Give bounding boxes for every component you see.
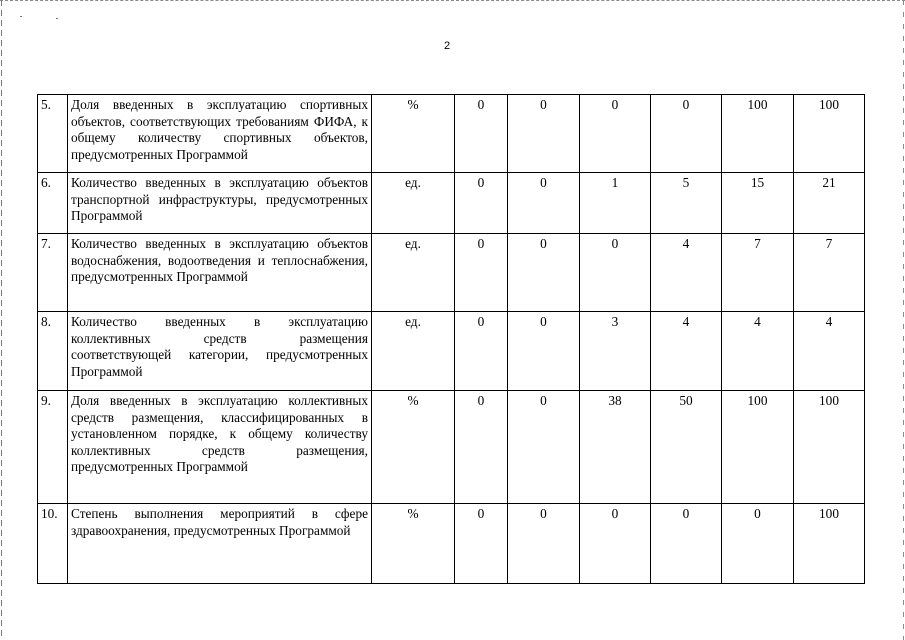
value-cell: 0	[651, 504, 722, 584]
table-row	[38, 234, 865, 312]
indicator-name: Количество введенных в эксплуатацию объектов водоснабжения, водоотведения и теплоснабжения, предусмотренных Программой	[68, 234, 372, 312]
table-row	[38, 95, 865, 173]
table-row	[38, 391, 865, 504]
indicator-name: Количество введенных в эксплуатацию коллективных средств размещения соответствующей категории, предусмотренных Программой	[68, 312, 372, 391]
value-cell: 0	[455, 95, 508, 173]
value-cell: 50	[651, 391, 722, 504]
scan-speck	[20, 16, 22, 17]
value-cell: 4	[722, 312, 794, 391]
value-cell: 0	[508, 312, 580, 391]
row-number: 10.	[38, 504, 68, 584]
value-cell: 0	[455, 504, 508, 584]
indicators-table	[37, 94, 865, 584]
row-number: 6.	[38, 173, 68, 234]
row-number: 9.	[38, 391, 68, 504]
value-cell: 0	[580, 504, 651, 584]
scan-edge-left	[1, 0, 2, 640]
value-cell: 4	[794, 312, 865, 391]
unit-cell: %	[372, 504, 455, 584]
indicator-name: Доля введенных в эксплуатацию коллективных средств размещения, классифицированных в установленном порядке, к общему количеству коллективных средств размещения, предусмотренных Программой	[68, 391, 372, 504]
value-cell: 0	[455, 234, 508, 312]
unit-cell: ед.	[372, 234, 455, 312]
page-number: 2	[444, 40, 451, 52]
row-number: 5.	[38, 95, 68, 173]
scan-speck	[56, 18, 58, 19]
value-cell: 0	[508, 391, 580, 504]
value-cell: 4	[651, 234, 722, 312]
unit-cell: %	[372, 391, 455, 504]
value-cell: 100	[722, 95, 794, 173]
value-cell: 21	[794, 173, 865, 234]
value-cell: 5	[651, 173, 722, 234]
value-cell: 0	[722, 504, 794, 584]
value-cell: 0	[580, 95, 651, 173]
table-row	[38, 504, 865, 584]
value-cell: 100	[794, 504, 865, 584]
indicator-name: Степень выполнения мероприятий в сфере здравоохранения, предусмотренных Программой	[68, 504, 372, 584]
row-number: 8.	[38, 312, 68, 391]
value-cell: 0	[455, 173, 508, 234]
value-cell: 4	[651, 312, 722, 391]
unit-cell: ед.	[372, 173, 455, 234]
indicator-name: Доля введенных в эксплуатацию спортивных объектов, соответствующих требованиям ФИФА, к общему количеству спортивных объектов, предусмотренных Программой	[68, 95, 372, 173]
value-cell: 0	[508, 95, 580, 173]
value-cell: 100	[794, 391, 865, 504]
value-cell: 100	[794, 95, 865, 173]
unit-cell: ед.	[372, 312, 455, 391]
unit-cell: %	[372, 95, 455, 173]
value-cell: 1	[580, 173, 651, 234]
indicator-name: Количество введенных в эксплуатацию объектов транспортной инфраструктуры, предусмотренных Программой	[68, 173, 372, 234]
value-cell: 3	[580, 312, 651, 391]
table-row	[38, 312, 865, 391]
value-cell: 100	[722, 391, 794, 504]
value-cell: 15	[722, 173, 794, 234]
value-cell: 7	[722, 234, 794, 312]
value-cell: 0	[508, 234, 580, 312]
value-cell: 0	[580, 234, 651, 312]
row-number: 7.	[38, 234, 68, 312]
value-cell: 0	[455, 391, 508, 504]
value-cell: 38	[580, 391, 651, 504]
value-cell: 0	[508, 173, 580, 234]
value-cell: 0	[508, 504, 580, 584]
scan-edge-right	[903, 0, 904, 640]
value-cell: 0	[455, 312, 508, 391]
value-cell: 7	[794, 234, 865, 312]
scan-edge-top	[0, 0, 905, 4]
table-row	[38, 173, 865, 234]
value-cell: 0	[651, 95, 722, 173]
